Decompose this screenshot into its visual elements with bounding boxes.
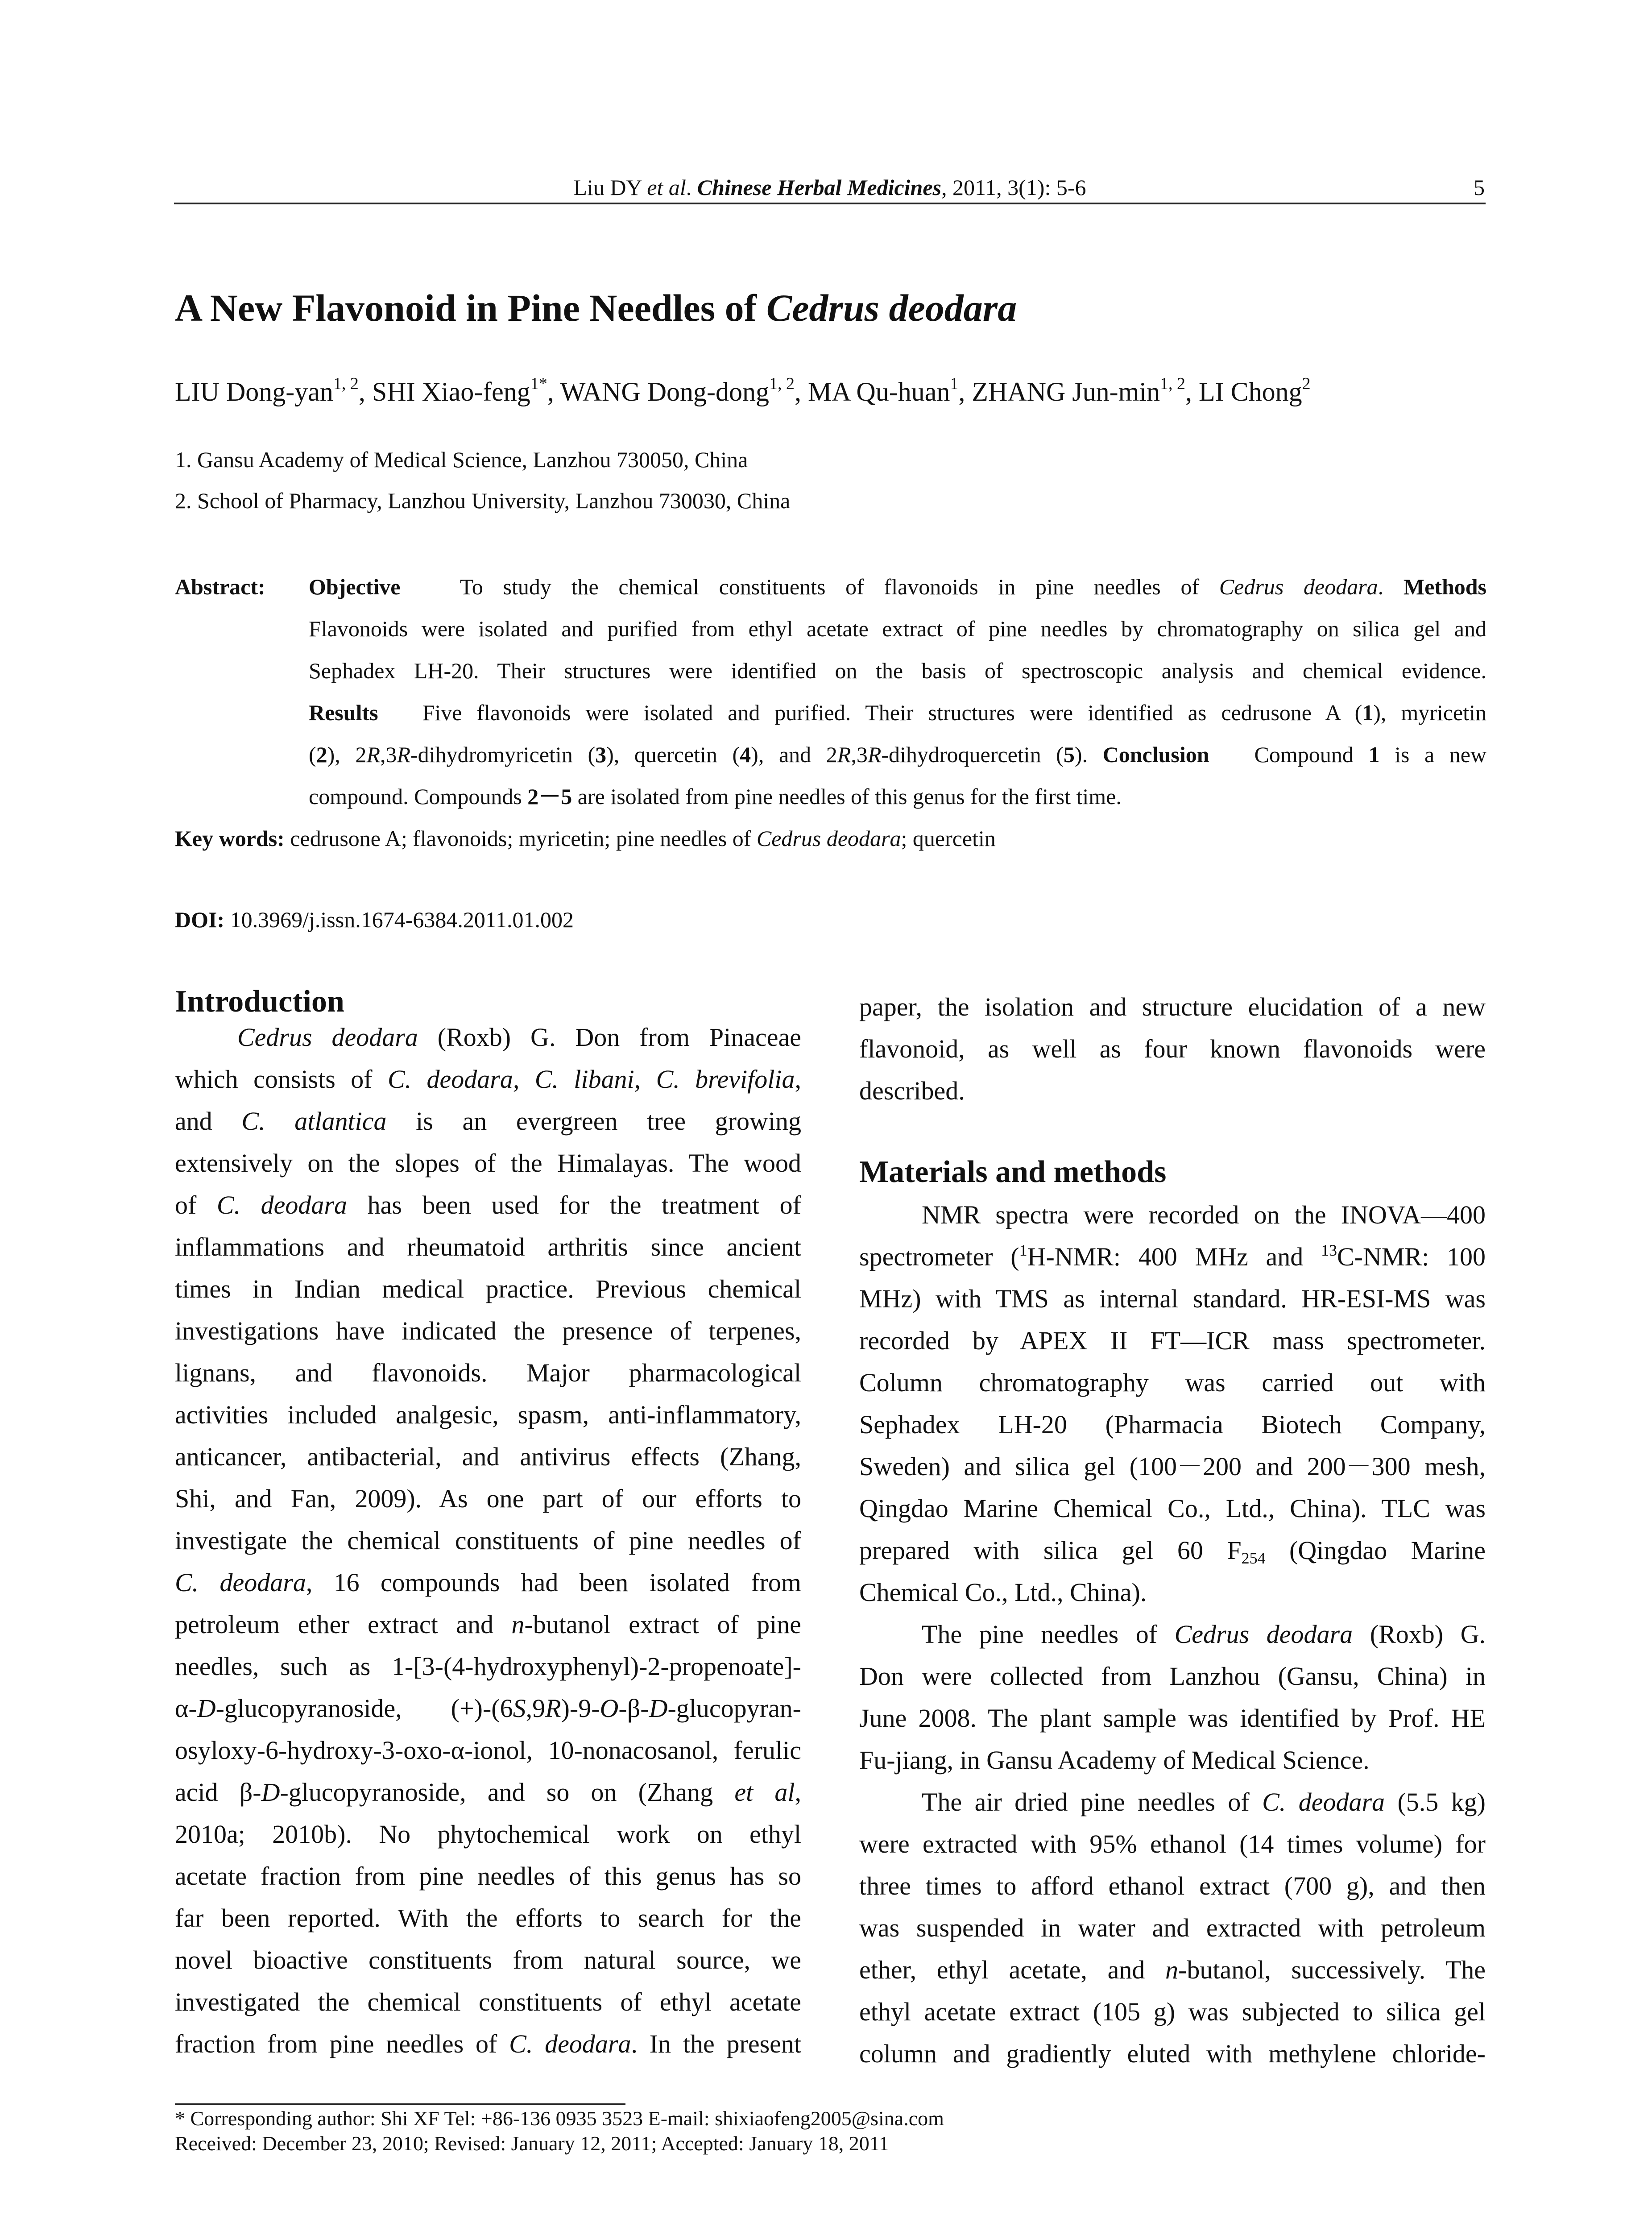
body-line: fraction from pine needles of C. deodara. In the present [175,2029,801,2058]
body-line: far been reported. With the efforts to search for the [175,1903,801,1932]
methods-label: Methods [1403,574,1487,599]
body-line: Fu-jiang, in Gansu Academy of Medical Science. [859,1746,1370,1775]
citation-etal: et al [647,175,686,200]
body-line: The pine needles of Cedrus deodara (Roxb) G. [922,1620,1486,1649]
citation-journal: Chinese Herbal Medicines [697,175,941,200]
body-line: 2010a; 2010b). No phytochemical work on ethyl [175,1820,801,1849]
results-text: ), 2 [327,742,367,767]
body-line: Sweden) and silica gel (100－200 and 200－300 mesh, [859,1452,1486,1481]
footnote-received: Received: December 23, 2010; Revised: January 12, 2011; Accepted: January 18, 2011 [175,2132,890,2155]
author-name: LIU Dong-yan [175,377,333,406]
subscript: 254 [1241,1549,1266,1567]
results-text: ,3 [851,742,868,767]
abstract-line: Sephadex LH-20. Their structures were identified on the basis of spectroscopic analysis and chemical evidence. [309,658,1486,683]
body-line: lignans, and flavonoids. Major pharmacological [175,1358,801,1387]
keywords-species: Cedrus deodara [756,826,901,851]
body-line: NMR spectra were recorded on the INOVA—400 [922,1200,1486,1229]
body-line: extensively on the slopes of the Himalayas. The wood [175,1149,801,1178]
compound-number: 5 [1063,742,1075,767]
superscript: 13 [1321,1241,1337,1259]
keywords-text: cedrusone A; flavonoids; myricetin; pine needles of [290,826,751,851]
body-line: anticancer, antibacterial, and antivirus effects (Zhang, [175,1442,801,1471]
body-line: times in Indian medical practice. Previous chemical [175,1274,801,1303]
body-line: α-D-glucopyranoside, (+)-(6S,9R)-9-O-β-D-glucopyran- [175,1694,801,1723]
compound-number: 1 [1362,700,1374,725]
article-title [175,286,1017,330]
objective-label: Objective [309,574,401,599]
keywords-text: ; quercetin [901,826,996,851]
superscript: 1 [1019,1241,1027,1259]
body-line: investigated the chemical constituents of ethyl acetate [175,1987,801,2016]
body-line: paper, the isolation and structure elucidation of a new [859,992,1486,1021]
title-main: A New Flavonoid in Pine Needles of [175,286,766,329]
body-line: Sephadex LH-20 (Pharmacia Biotech Company, [859,1410,1486,1439]
body-line: C. deodara, 16 compounds had been isolated from [175,1568,801,1597]
section-heading-methods: Materials and methods [859,1155,1167,1189]
body-line: Shi, and Fan, 2009). As one part of our efforts to [175,1484,801,1513]
body-line: investigations have indicated the presence of terpenes, [175,1316,801,1345]
author-affil-mark: 1, 2 [1159,374,1185,393]
results-text: -dihydromyricetin ( [410,742,596,767]
body-line: inflammations and rheumatoid arthritis since ancient [175,1232,801,1261]
body-line: ether, ethyl acetate, and n-butanol, successively. The [859,1955,1486,1984]
results-text: Five flavonoids were isolated and purified. Their structures were identified as cedrusone A ( [422,700,1362,725]
page-number: 5 [1474,175,1485,200]
stereo-r: R [397,742,411,767]
conclusion-text: are isolated from pine needles of this genus for the first time. [577,784,1122,809]
author-affil-mark: 1, 2 [333,374,359,393]
stereo-r: R [837,742,851,767]
body-line: recorded by APEX II FT—ICR mass spectrometer. [859,1326,1486,1355]
author-affil-mark: 1 [950,374,959,393]
author-name: SHI Xiao-feng [372,377,530,406]
running-header [174,175,1486,204]
compound-number: 3 [595,742,607,767]
author-name: MA Qu-huan [808,377,950,406]
author-name: ZHANG Jun-min [972,377,1160,406]
conclusion-label: Conclusion [1102,742,1209,767]
body-line: ethyl acetate extract (105 g) was subjected to silica gel [859,1997,1486,2026]
affiliation-1: 1. Gansu Academy of Medical Science, Lanzhou 730050, China [175,447,748,472]
author-affil-mark: 1, 2 [769,374,795,393]
author-affil-mark: 1* [530,374,547,393]
citation-author: Liu DY [573,175,642,200]
footnote-rule [175,2103,625,2105]
body-line: June 2008. The plant sample was identified by Prof. HE [859,1704,1486,1733]
abstract-line: Flavonoids were isolated and purified from ethyl acetate extract of pine needles by chromatography on silica gel and [309,616,1486,641]
body-line: MHz) with TMS as internal standard. HR-ESI-MS was [859,1284,1486,1313]
title-species: Cedrus deodara [766,286,1017,329]
results-text: -dihydroquercetin ( [881,742,1064,767]
results-text: ), myricetin [1373,700,1487,725]
body-line: column and gradiently eluted with methylene chloride- [859,2039,1486,2068]
compound-number: 2 [316,742,327,767]
conclusion-text: Compound [1254,742,1354,767]
abstract-line: Objective To study the chemical constituents of flavonoids in pine needles of Cedrus deodara. Methods [309,574,1487,599]
body-line: Column chromatography was carried out with [859,1368,1486,1397]
abstract-line [309,775,1486,817]
citation-rest: , 2011, 3(1): 5-6 [941,175,1086,200]
body-line: Chemical Co., Ltd., China). [859,1578,1147,1607]
keywords [175,817,996,859]
author-name: WANG Dong-dong [560,377,770,406]
body-line: petroleum ether extract and n-butanol extract of pine [175,1610,802,1639]
body-line: Qingdao Marine Chemical Co., Ltd., China). TLC was [859,1494,1486,1523]
body-line: which consists of C. deodara, C. libani, C. brevifolia, [175,1065,802,1094]
body-line: needles, such as 1-[3-(4-hydroxyphenyl)-2-propenoate]- [175,1652,801,1681]
body-line: The air dried pine needles of C. deodara (5.5 kg) [922,1787,1486,1816]
body-line: investigate the chemical constituents of pine needles of [175,1526,801,1555]
compound-range: 2－5 [527,784,572,809]
header-citation: Liu DY et al. Chinese Herbal Medicines, 2011, 3(1): 5-6 [573,175,1086,200]
body-line: described. [859,1076,965,1105]
body-line: activities included analgesic, spasm, anti-inflammatory, [175,1400,801,1429]
body-line: osyloxy-6-hydroxy-3-oxo-α-ionol, 10-nonacosanol, ferulic [175,1736,801,1765]
body-line: and C. atlantica is an evergreen tree growing [175,1107,801,1136]
conclusion-text: compound. Compounds [309,784,522,809]
doi-value[interactable]: 10.3969/j.issn.1674-6384.2011.01.002 [230,907,574,932]
objective-text: To study the chemical constituents of flavonoids in pine needles of [460,574,1200,599]
compound-number: 4 [740,742,751,767]
body-line: were extracted with 95% ethanol (14 times volume) for [859,1829,1486,1858]
body-line: Cedrus deodara (Roxb) G. Don from Pinaceae [237,1023,801,1052]
body-line: acetate fraction from pine needles of this genus has so [175,1862,801,1891]
results-text: ), quercetin ( [606,742,740,767]
footnote-corresponding: * Corresponding author: Shi XF Tel: +86-136 0935 3523 E-mail: shixiaofeng2005@sina.com [175,2107,944,2130]
results-label: Results [309,700,378,725]
results-text: ), and 2 [751,742,837,767]
section-heading-introduction: Introduction [175,984,344,1019]
doi-label: DOI: [175,907,225,932]
body-line: three times to afford ethanol extract (700 g), and then [859,1871,1486,1900]
body-line: of C. deodara has been used for the treatment of [175,1190,802,1219]
abstract-species: Cedrus deodara [1219,574,1378,599]
author-list: LIU Dong-yan$^{1, 2}$, SHI Xiao-feng$^{1*}$, WANG Dong-dong$^{1, 2}$, MA Qu-huan$^1$, ZHANG Jun-$\min^{1, 2}$, LI Chong$^2$ [175,374,1311,406]
body-line: flavonoid, as well as four known flavonoids were [859,1034,1486,1063]
body-line: novel bioactive constituents from natural source, we [175,1945,801,1974]
body-line: was suspended in water and extracted with petroleum [859,1913,1486,1942]
conclusion-text: is a new [1394,742,1487,767]
affiliation-2: 2. School of Pharmacy, Lanzhou University, Lanzhou 730030, China [175,488,791,513]
abstract-label: Abstract: [175,574,265,599]
body-line: spectrometer ($^1$H-NMR: 400 MHz and $^{13}$C-NMR: 100 [859,1241,1486,1271]
stereo-r: R [366,742,380,767]
keywords-label: Key words: [175,826,285,851]
results-text: ). [1074,742,1088,767]
body-line: prepared with silica gel 60 $F_{254}$ (Qingdao Marine [859,1536,1486,1567]
abstract-line [309,692,1486,734]
body-line: acid β-D-glucopyranoside, and so on (Zhang et al, [175,1778,801,1807]
body-line: Don were collected from Lanzhou (Gansu, China) in [859,1662,1486,1691]
stereo-r: R [867,742,882,767]
author-affil-mark: 2 [1302,374,1311,393]
author-name: LI Chong [1198,377,1302,406]
results-text: ,3 [380,742,397,767]
compound-number: 1 [1368,742,1380,767]
doi [175,899,574,941]
abstract-line: (2), 2R,3R-dihydromyricetin (3), quercetin (4), and 2R,3R-dihydroquercetin (5). Conclusion Compound 1 is a new [309,742,1487,767]
